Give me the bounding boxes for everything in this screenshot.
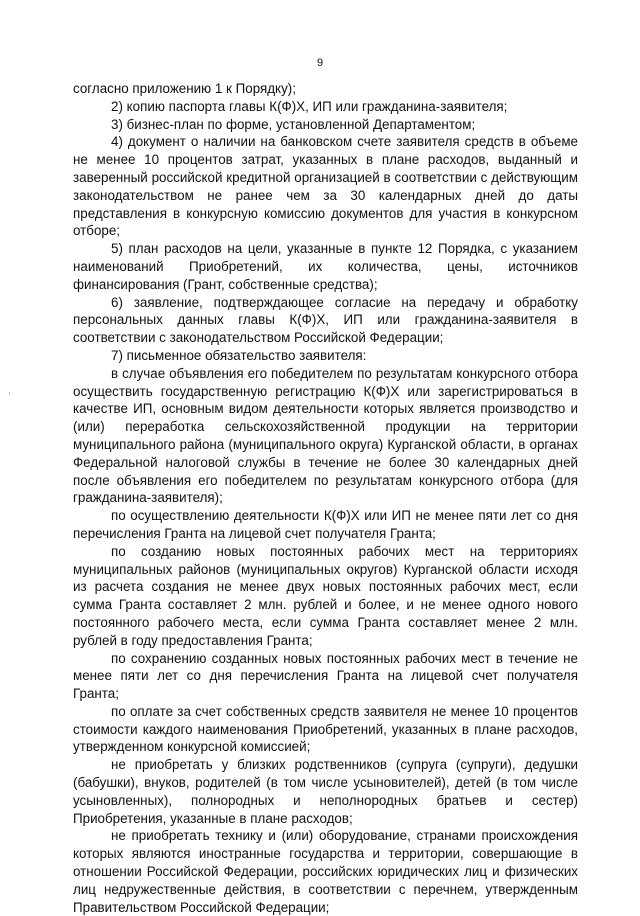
- paragraph: в случае объявления его победителем по результатам конкурсного отбора осуществить государственную регистрацию К(Ф)Х или зарегистрироваться в качестве ИП, основным видом деятельности которых является производство и (или) переработка сельскохозяйственной продукции на территории муниципального района (муниципального округа) Курганской области, в органах Федеральной налоговой службы в течение не более 30 календарных дней после объявления его победителем по результатам конкурсного отбора (для гражданина-заявителя);: [73, 365, 578, 506]
- paragraph: не приобретать технику и (или) оборудование, странами происхождения которых являются иностранные государства и территории, совершающие в отношении Российской Федерации, российских юридических лиц и физических лиц недружественные действия, в соответствии с перечнем, утвержденным Правительством Российской Федерации;: [73, 828, 578, 915]
- paragraph: не приобретать у близких родственников (супруга (супруги), дедушки (бабушки), внуков, родителей (в том числе усыновителей), детей (в том числе усыновленных), полнородных и неполнородных братьев и сестер) Приобретения, указанные в плане расходов;: [73, 757, 578, 826]
- paragraph: согласно приложению 1 к Порядку);: [73, 81, 296, 96]
- paragraph: по созданию новых постоянных рабочих мест на территориях муниципальных районов (муниципальных округов) Курганской области исходя из расчета создания не менее двух новых постоянных рабочих мест, если сумма Гранта составляет 2 млн. рублей и более, и не менее одного нового постоянного рабочего места, если сумма Гранта составляет менее 2 млн. рублей в году предоставления Гранта;: [73, 543, 578, 648]
- page-number: 9: [316, 57, 324, 69]
- paragraph: по оплате за счет собственных средств заявителя не менее 10 процентов стоимости каждого наименования Приобретений, указанных в плане расходов, утвержденном конкурсной комиссией;: [73, 703, 578, 755]
- paragraph: 7) письменное обязательство заявителя:: [111, 347, 367, 363]
- paragraph: 6) заявление, подтверждающее согласие на передачу и обработку персональных данных главы К(Ф)Х, ИП или гражданина-заявителя в соответствии с законодательством Российской Федерации;: [73, 294, 578, 346]
- paragraph: по сохранению созданных новых постоянных рабочих мест в течение не менее пяти лет со дня перечисления Гранта на лицевой счет получателя Гранта;: [73, 650, 578, 702]
- paragraph: 3) бизнес-план по форме, установленной Департаментом;: [111, 116, 476, 132]
- scan-edge-mark: [9, 392, 10, 395]
- document-body: [73, 80, 578, 916]
- paragraph: по осуществлению деятельности К(Ф)Х или ИП не менее пяти лет со дня перечисления Гранта на лицевой счет получателя Гранта;: [73, 508, 578, 541]
- paragraph: 4) документ о наличии на банковском счете заявителя средств в объеме не менее 10 процентов затрат, указанных в плане расходов, выданный и заверенный российской кредитной организацией в соответствии с действующим законодательством не ранее чем за 30 календарных дней до даты представления в конкурсную комиссию документов для участия в конкурсном отборе;: [73, 134, 578, 239]
- paragraph: 2) копию паспорта главы К(Ф)Х, ИП или гражданина-заявителя;: [111, 98, 508, 114]
- paragraph: 5) план расходов на цели, указанные в пункте 12 Порядка, с указанием наименований Приобретений, их количества, цены, источников финансирования (Грант, собственные средства);: [73, 241, 578, 292]
